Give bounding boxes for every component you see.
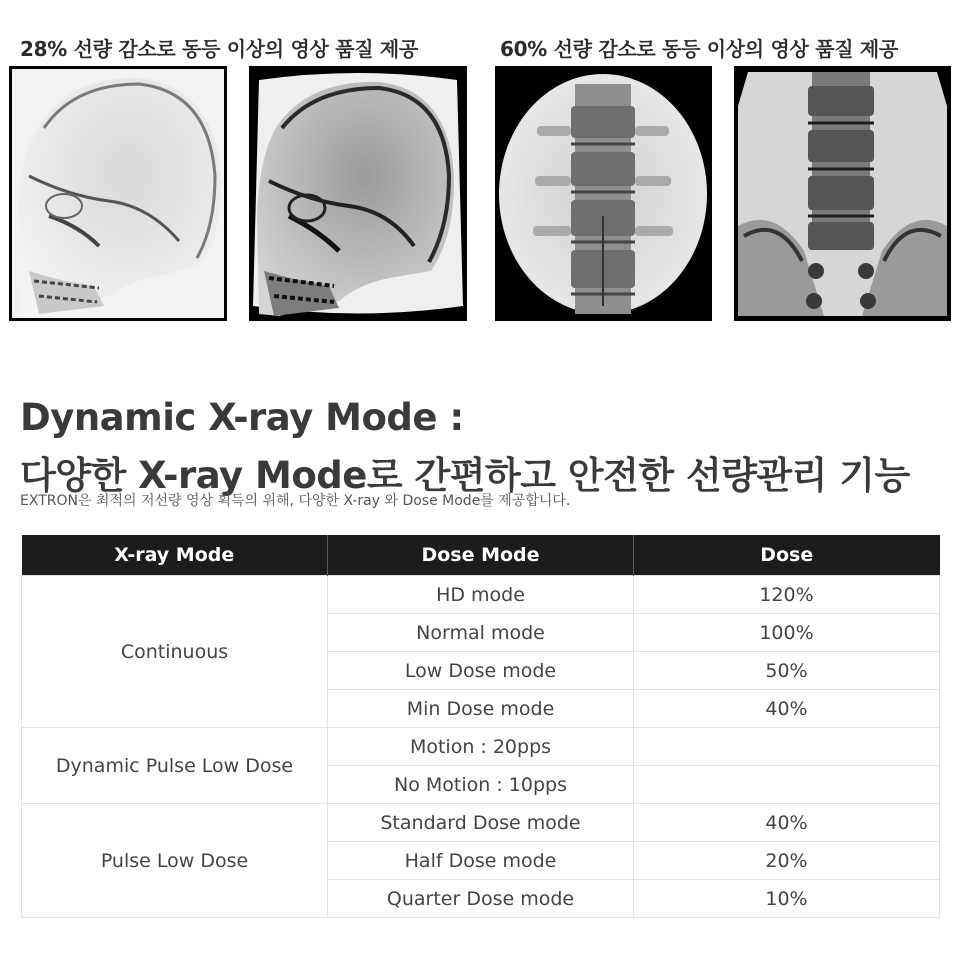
table-row [22, 804, 940, 842]
header-dose-mode: Dose Mode [328, 535, 634, 576]
skull-xray-image-conventional [9, 66, 227, 321]
caption-left: 28% 선량 감소로 동등 이상의 영상 품질 제공 [20, 37, 418, 61]
caption-right: 60% 선량 감소로 동등 이상의 영상 품질 제공 [500, 37, 898, 61]
heading-line-2: 다양한 X-ray Mode로 간편하고 안전한 선량관리 기능 [20, 454, 910, 497]
dose-mode-cell: Normal mode [328, 614, 634, 652]
spine-xray-image-extron [734, 66, 951, 321]
dose-cell: 40% [634, 690, 940, 728]
dose-mode-cell: HD mode [328, 576, 634, 614]
dose-cell [634, 766, 940, 804]
xray-mode-cell: Pulse Low Dose [22, 804, 328, 918]
xray-mode-cell: Dynamic Pulse Low Dose [22, 728, 328, 804]
table-row [22, 728, 940, 766]
dose-cell: 120% [634, 576, 940, 614]
table-header-row [22, 535, 940, 576]
subtitle: EXTRON은 최적의 저선량 영상 획득의 위해, 다양한 X-ray 와 Dose Mode를 제공합니다. [20, 493, 571, 509]
table-row [22, 576, 940, 614]
heading-line-1: Dynamic X-ray Mode : [20, 396, 464, 439]
dose-mode-cell: Standard Dose mode [328, 804, 634, 842]
dose-mode-cell: Min Dose mode [328, 690, 634, 728]
dose-mode-table [21, 535, 940, 918]
dose-cell [634, 728, 940, 766]
dose-mode-cell: Quarter Dose mode [328, 880, 634, 918]
dose-mode-cell: Half Dose mode [328, 842, 634, 880]
xray-mode-cell: Continuous [22, 576, 328, 728]
dose-cell: 50% [634, 652, 940, 690]
header-xray-mode: X-ray Mode [22, 535, 328, 576]
dose-mode-cell: Motion : 20pps [328, 728, 634, 766]
dose-mode-cell: Low Dose mode [328, 652, 634, 690]
dose-cell: 100% [634, 614, 940, 652]
dose-cell: 40% [634, 804, 940, 842]
dose-cell: 20% [634, 842, 940, 880]
spine-xray-image-conventional [495, 66, 712, 321]
skull-xray-image-extron [249, 66, 467, 321]
dose-mode-cell: No Motion : 10pps [328, 766, 634, 804]
header-dose: Dose [634, 535, 940, 576]
dose-cell: 10% [634, 880, 940, 918]
